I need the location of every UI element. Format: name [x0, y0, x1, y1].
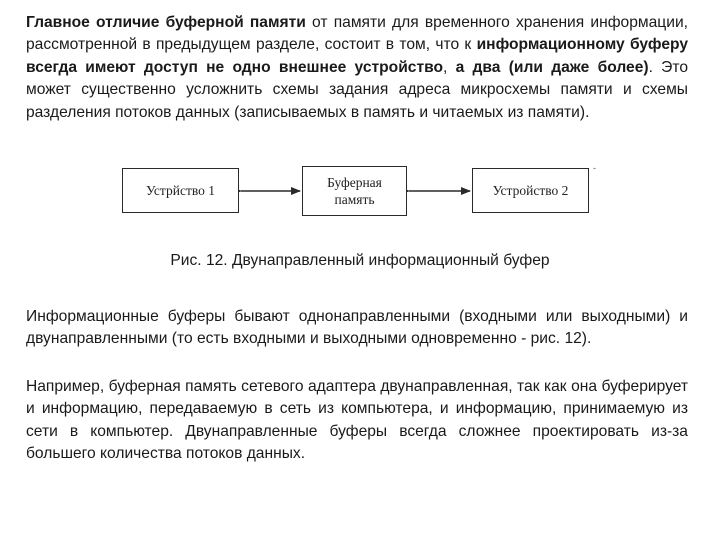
intro-text-1: от памяти для временного хранения информации, рассмотренной в предыдущем разделе, состоит в том, что к	[26, 14, 688, 54]
buffer-label-line2: память	[334, 192, 375, 207]
buffer-types-paragraph: Информационные буферы бывают однонаправленными (входными или выходными) и двунаправленными (то есть входными и выходными одновременно - рис. 12).	[26, 308, 688, 348]
buffer-memory-box	[302, 166, 407, 216]
device-1-box	[122, 168, 239, 213]
intro-bold-3: а два (или даже более)	[455, 58, 649, 76]
figure-caption: Рис. 12. Двунаправленный информационный буфер	[170, 252, 550, 269]
intro-bold-1: Главное отличие буферной памяти	[26, 14, 306, 31]
example-paragraph: Например, буферная память сетевого адаптера двунаправленная, так как она буферирует и информацию, передаваемую в сеть из компьютера, и информацию, принимаемую из сети в компьютер. Двунаправленные буферы всегда сложнее проектировать из-за большего количества потоков данных.	[26, 378, 688, 463]
intro-bold-2: информационному буферу всегда имеют доступ не одно внешнее устройство	[26, 36, 689, 76]
intro-text-3: . Это может существенно усложнить схемы задания адреса микросхемы памяти и схемы разделения потоков данных (записываемых в память и читаемых из памяти).	[26, 58, 689, 121]
intro-text-2: ,	[443, 58, 456, 76]
device-1-label: Устрйство 1	[145, 183, 216, 198]
buffer-label-line1: Буферная	[327, 175, 382, 190]
stray-mark: -	[593, 163, 596, 173]
device-2-box	[472, 168, 589, 213]
device-2-label: Устройство 2	[492, 183, 569, 198]
